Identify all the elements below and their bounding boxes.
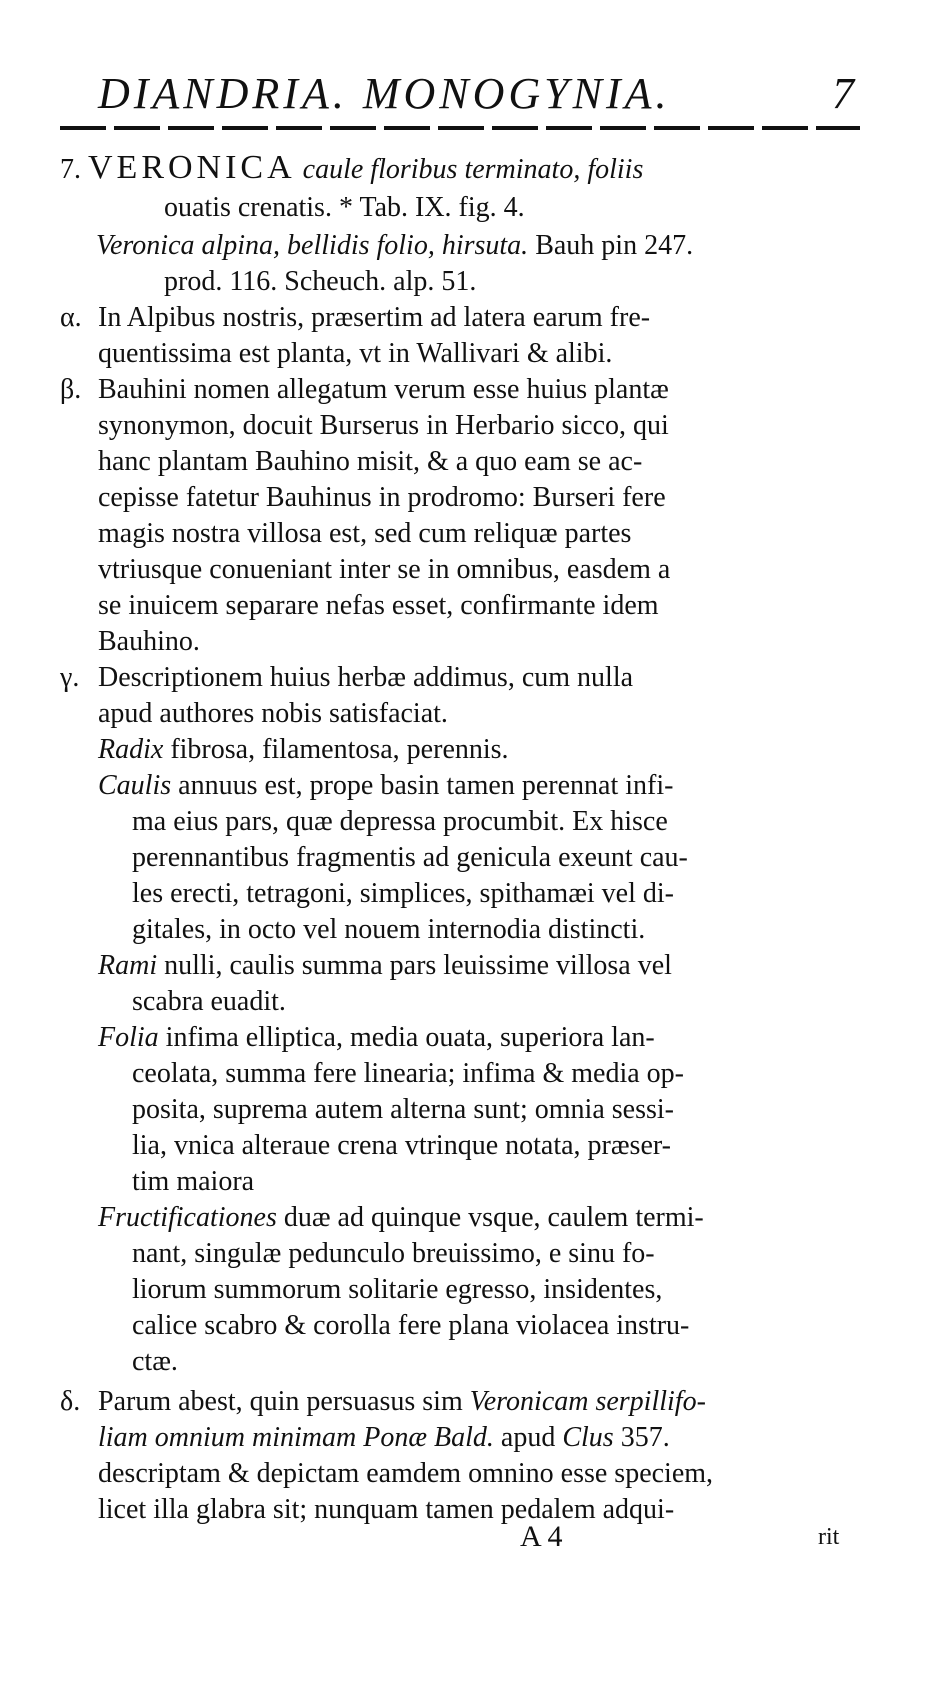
term-fructificationes: Fructificationes — [98, 1202, 277, 1233]
synonym-line — [96, 228, 693, 264]
term-text: nulli, caulis summa pars leuissime villosa vel — [157, 950, 672, 981]
text-line: ma eius pars, quæ depressa procumbit. Ex hisce — [132, 806, 668, 837]
species-name: Veronicam serpillifo- — [469, 1386, 706, 1417]
term-caulis: Caulis — [98, 770, 172, 801]
text-line — [98, 1200, 704, 1236]
text-line: In Alpibus nostris, præsertim ad latera earum fre- — [98, 302, 651, 333]
term-rami: Rami — [98, 950, 158, 981]
text-line: perennantibus fragmentis ad genicula exeunt cau- — [132, 842, 688, 873]
text-line: liorum summorum solitarie egresso, insidentes, — [132, 1274, 663, 1305]
species-name: liam omnium minimam Ponæ Bald. — [98, 1422, 494, 1453]
text-line: ctæ. — [132, 1346, 178, 1377]
text-line: gitales, in octo vel nouem internodia distincti. — [132, 914, 646, 945]
synonym-name: Veronica alpina, bellidis folio, hirsuta. — [96, 230, 529, 261]
page-number: 7 — [832, 69, 854, 118]
text-segment: 357. — [613, 1422, 670, 1453]
term-text: duæ ad quinque vsque, caulem termi- — [276, 1202, 704, 1233]
text-line: posita, suprema autem alterna sunt; omnia sessi- — [132, 1094, 674, 1125]
text-line: Descriptionem huius herbæ addimus, cum nulla — [98, 662, 634, 693]
section-marker-alpha: α. — [60, 302, 82, 333]
text-segment: Parum abest, quin persuasus sim — [98, 1386, 470, 1417]
text-line: Bauhini nomen allegatum verum esse huius plantæ — [98, 374, 669, 405]
text-line: hanc plantam Bauhino misit, & a quo eam se ac- — [98, 446, 643, 477]
text-line: descriptam & depictam eamdem omnino esse speciem, — [98, 1458, 714, 1489]
text-line: vtriusque conueniant inter se in omnibus, easdem a — [98, 554, 671, 585]
section-marker-delta: δ. — [60, 1386, 81, 1417]
text-line — [98, 768, 673, 804]
text-line: quentissima est planta, vt in Wallivari & alibi. — [98, 338, 613, 369]
term-text: fibrosa, filamentosa, perennis. — [163, 734, 509, 765]
running-title: DIANDRIA. MONOGYNIA. — [98, 69, 671, 118]
entry-number: 7. — [60, 154, 81, 185]
text-line: lia, vnica alteraue crena vtrinque notata, præser- — [132, 1130, 671, 1161]
synonym-ref: Bauh pin 247. — [535, 230, 694, 261]
text-line: Bauhino. — [98, 626, 200, 657]
running-header — [88, 62, 860, 122]
term-folia: Folia — [98, 1022, 159, 1053]
text-line: licet illa glabra sit; nunquam tamen pedalem adqui- — [98, 1494, 675, 1525]
text-line: scabra euadit. — [132, 986, 286, 1017]
term-text: infima elliptica, media ouata, superiora lan- — [158, 1022, 655, 1053]
text-line — [98, 732, 509, 768]
entry-line: ouatis crenatis. * Tab. IX. fig. 4. — [164, 192, 525, 223]
text-line: apud authores nobis satisfaciat. — [98, 698, 448, 729]
text-line: cepisse fatetur Bauhinus in prodromo: Burseri fere — [98, 482, 666, 513]
term-radix: Radix — [98, 734, 164, 765]
entry-line: prod. 116. Scheuch. alp. 51. — [164, 266, 477, 297]
author-name: Clus — [562, 1422, 614, 1453]
text-line — [98, 948, 672, 984]
text-line: synonymon, docuit Burserus in Herbario sicco, qui — [98, 410, 669, 441]
text-segment: apud — [493, 1422, 563, 1453]
text-line: tim maiora — [132, 1166, 255, 1197]
genus-name: VERONICA — [88, 149, 296, 186]
diagnosis: caule floribus terminato, foliis — [302, 154, 644, 185]
text-line: nant, singulæ pedunculo breuissimo, e sinu fo- — [132, 1238, 655, 1269]
catchword: rit — [818, 1524, 840, 1550]
text-line — [98, 1384, 706, 1420]
text-line: calice scabro & corolla fere plana violacea instru- — [132, 1310, 690, 1341]
text-line: magis nostra villosa est, sed cum reliquæ partes — [98, 518, 632, 549]
text-line — [98, 1420, 670, 1456]
term-text: annuus est, prope basin tamen perennat infi- — [171, 770, 674, 801]
text-line: les erecti, tetragoni, simplices, spithamæi vel di- — [132, 878, 674, 909]
entry-line — [60, 150, 643, 188]
text-line — [98, 1020, 655, 1056]
text-line: ceolata, summa fere linearia; infima & media op- — [132, 1058, 684, 1089]
header-rule — [60, 126, 860, 130]
text-line: se inuicem separare nefas esset, confirmante idem — [98, 590, 659, 621]
signature-mark: A 4 — [520, 1520, 563, 1553]
section-marker-gamma: γ. — [60, 662, 80, 693]
section-marker-beta: β. — [60, 374, 82, 405]
